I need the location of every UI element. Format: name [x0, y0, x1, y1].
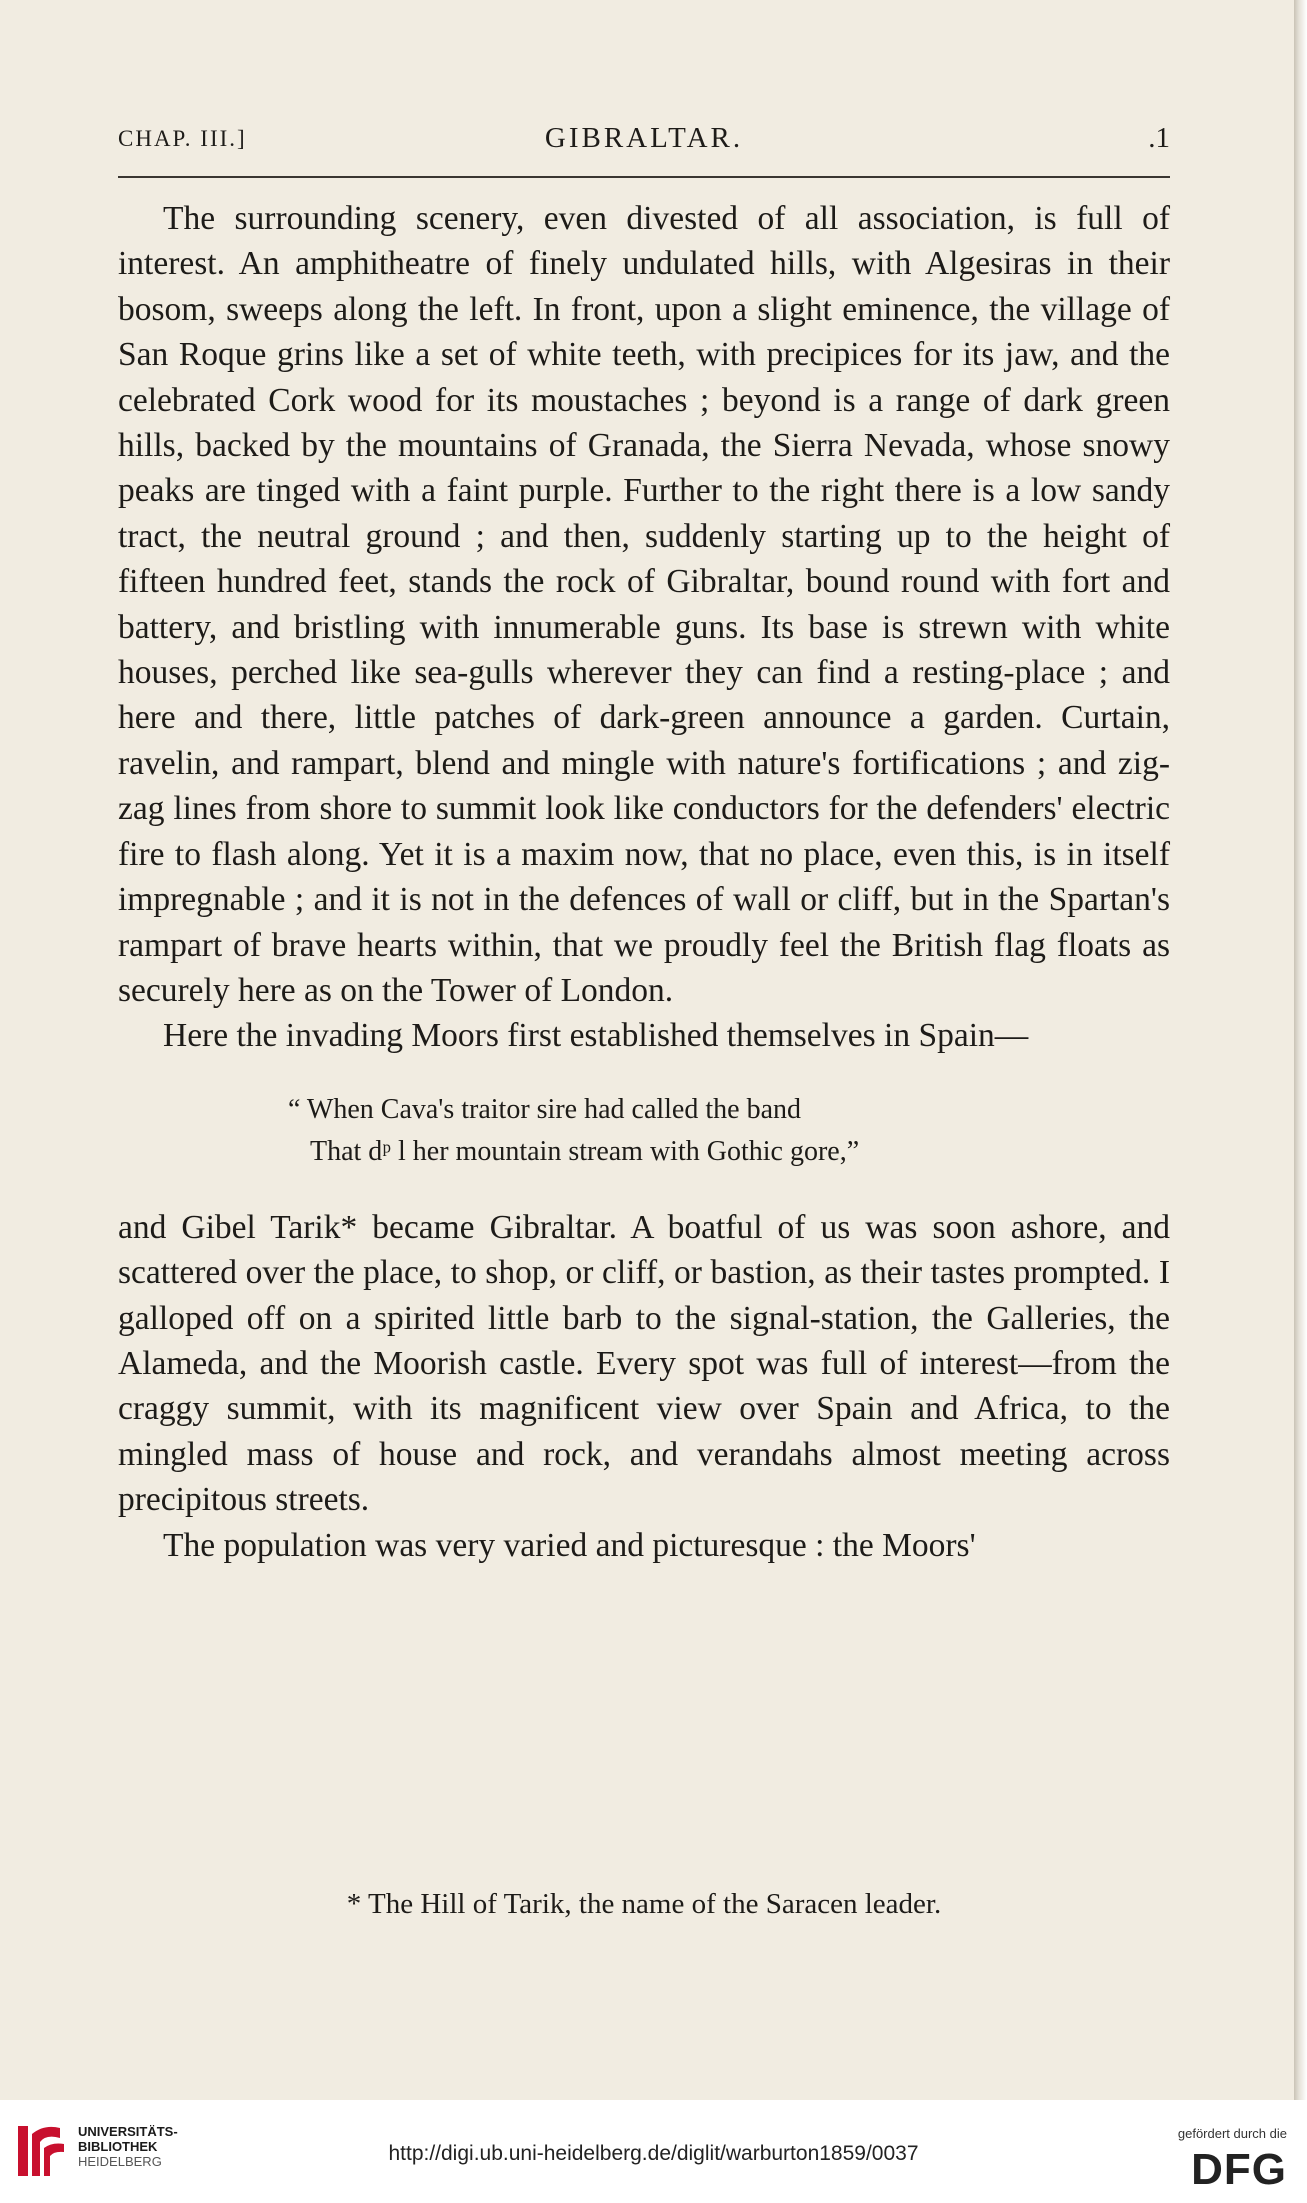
- running-header: [118, 122, 1170, 166]
- paragraph-1: The surrounding scenery, even divested of all association, is full of interest. An amphitheatre of finely undulated hills, with Algesiras in their bosom, sweeps along the left. In front, upon a slight eminence, the village of San Roque grins like a set of white teeth, with precipices for its jaw, and the celebrated Cork wood for its moustaches ; beyond is a range of dark green hills, backed by the mountains of Granada, the Sierra Nevada, whose snowy peaks are tinged with a faint purple. Further to the right there is a low sandy tract, the neutral ground ; and then, suddenly starting up to the height of fifteen hundred feet, stands the rock of Gibraltar, bound round with fort and battery, and bristling with innumerable guns. Its base is strewn with white houses, perched like sea-gulls wherever they can find a resting-place ; and here and there, little patches of dark-green announce a garden. Curtain, ravelin, and rampart, blend and mingle with nature's fortifications ; and zig-zag lines from shore to summit look like conductors for the defenders' electric fire to flash along. Yet it is a maxim now, that no place, even this, is in itself impregnable ; and it is not in the defences of wall or cliff, but in the Spartan's rampart of brave hearts within, that we proudly feel the British flag floats as securely here as on the Tower of London.: [118, 200, 1170, 1009]
- library-line-3: HEIDELBERG: [78, 2154, 162, 2169]
- source-url-link[interactable]: http://digi.ub.uni-heidelberg.de/diglit/warburton1859/0037: [388, 2142, 919, 2165]
- library-line-2: BIBLIOTHEK: [78, 2139, 158, 2154]
- running-title: GIBRALTAR.: [544, 122, 744, 154]
- paragraph-3: and Gibel Tarik* became Gibraltar. A boatful of us was soon ashore, and scattered over the place, to shop, or cliff, or bastion, as their tastes prompted. I galloped off on a spirited little barb to the signal-station, the Galleries, the Alameda, and the Moorish castle. Every spot was full of interest—from the craggy summit, with its magnificent view over Spain and Africa, to the mingled mass of house and rock, and verandahs almost meeting across precipitous streets.: [118, 1208, 1170, 1519]
- library-line-1: UNIVERSITÄTS-: [78, 2124, 178, 2139]
- verse-quotation: [118, 1089, 1170, 1173]
- chapter-label: CHAP. III.]: [118, 126, 247, 151]
- page-number: .1: [1148, 122, 1170, 154]
- body-text: [118, 196, 1170, 1568]
- verse-line-1: “ When Cava's traitor sire had called the band: [288, 1093, 801, 1125]
- paragraph-4: The population was very varied and picturesque : the Moors': [163, 1526, 976, 1564]
- funder-caption: gefördert durch die: [1177, 2126, 1287, 2141]
- verse-line-2: That dᵖ l her mountain stream with Gothic gore,”: [310, 1135, 860, 1167]
- dfg-logo[interactable]: DFG: [1191, 2145, 1287, 2194]
- header-rule: [118, 176, 1170, 178]
- footnote: * The Hill of Tarik, the name of the Saracen leader.: [346, 1888, 942, 1920]
- paragraph-2: Here the invading Moors first established themselves in Spain—: [163, 1017, 1029, 1055]
- page-edge: [1294, 0, 1307, 2100]
